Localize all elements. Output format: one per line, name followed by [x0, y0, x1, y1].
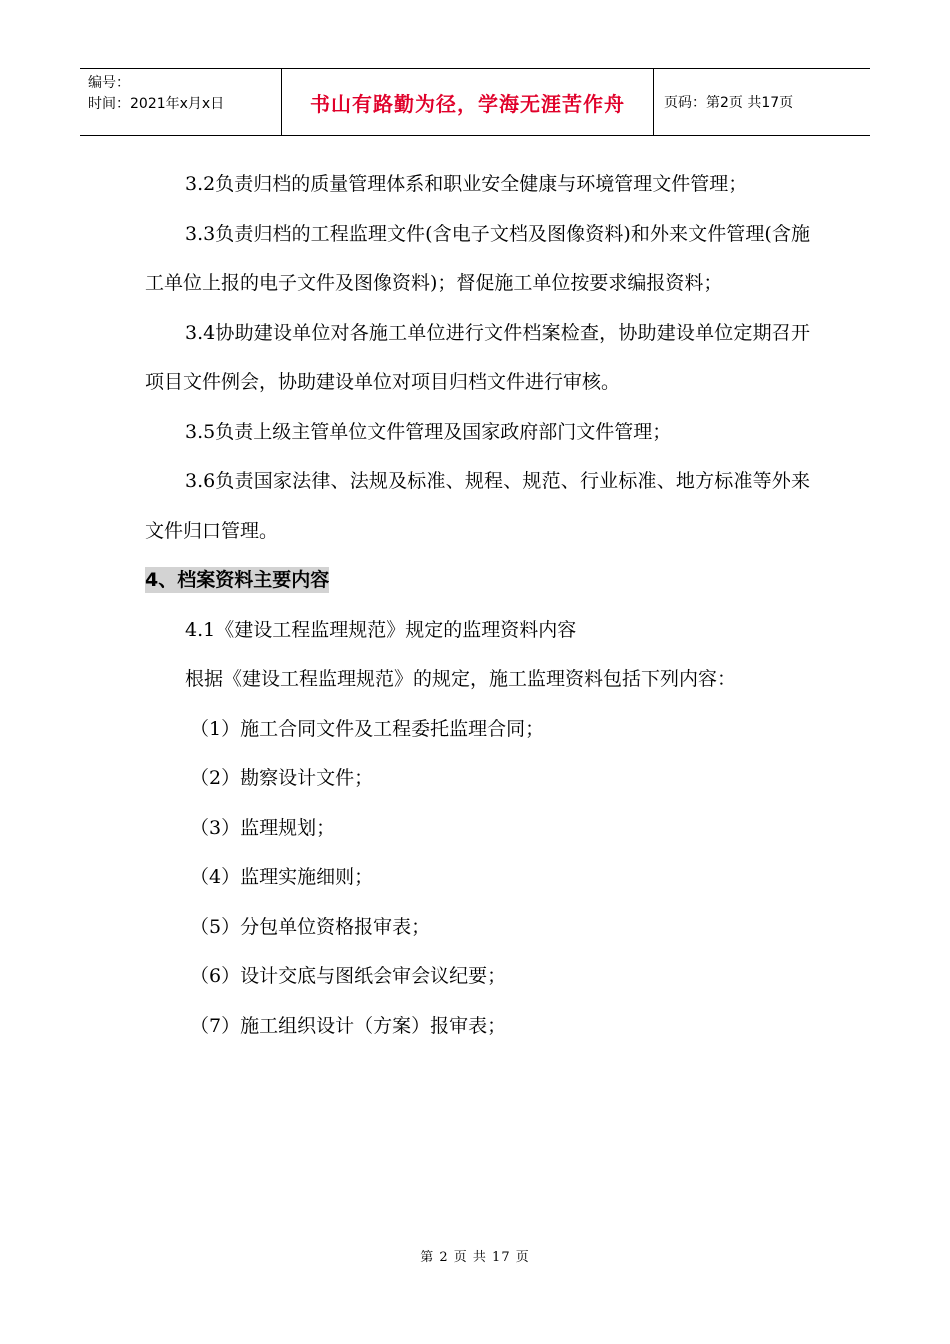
paragraph-3-5: 3.5负责上级主管单位文件管理及国家政府部门文件管理； — [185, 420, 672, 443]
header-page-info: 页码：第2页 共17页 — [664, 95, 794, 111]
paragraph-3-6: 3.6负责国家法律、法规及标准、规程、规范、行业标准、地方标准等外来文件归口管理。 — [145, 470, 810, 542]
list-item: （6）设计交底与图纸会审会议纪要； — [190, 965, 507, 987]
paragraph-3-4: 3.4协助建设单位对各施工单位进行文件档案检查，协助建设单位定期召开项目文件例会，协助建设单位对项目归档文件进行审核。 — [145, 321, 810, 393]
header-motto: 书山有路勤为径，学海无涯苦作舟 — [281, 69, 654, 135]
list-item: （5）分包单位资格报审表； — [190, 915, 431, 938]
paragraph-intro: 根据《建设工程监理规范》的规定，施工监理资料包括下列内容： — [185, 668, 737, 690]
document-number-label: 编号： — [88, 75, 130, 91]
list-item: （7）施工组织设计（方案）报审表； — [190, 1014, 507, 1037]
paragraph-3-2: 3.2负责归档的质量管理体系和职业安全健康与环境管理文件管理； — [185, 173, 748, 195]
document-time-label: 时间：2021年x月x日 — [88, 96, 225, 112]
list-item: （3）监理规划； — [190, 816, 336, 839]
section-heading-4 — [145, 556, 810, 606]
section-heading-text: 4、档案资料主要内容 — [145, 569, 330, 591]
paragraph-4-1: 4.1《建设工程监理规范》规定的监理资料内容 — [185, 618, 577, 641]
list-item: （1）施工合同文件及工程委托监理合同； — [190, 717, 545, 740]
page-footer: 第 2 页 共 17 页 — [420, 1250, 530, 1265]
page-header — [80, 68, 870, 136]
header-left-cell — [80, 69, 281, 135]
paragraph-3-3: 3.3负责归档的工程监理文件(含电子文档及图像资料)和外来文件管理(含施工单位上报的电子文件及图像资料)；督促施工单位按要求编报资料； — [145, 222, 810, 294]
list-item: （2）勘察设计文件； — [190, 767, 374, 789]
list-item: （4）监理实施细则； — [190, 866, 374, 888]
document-body — [145, 160, 810, 1051]
